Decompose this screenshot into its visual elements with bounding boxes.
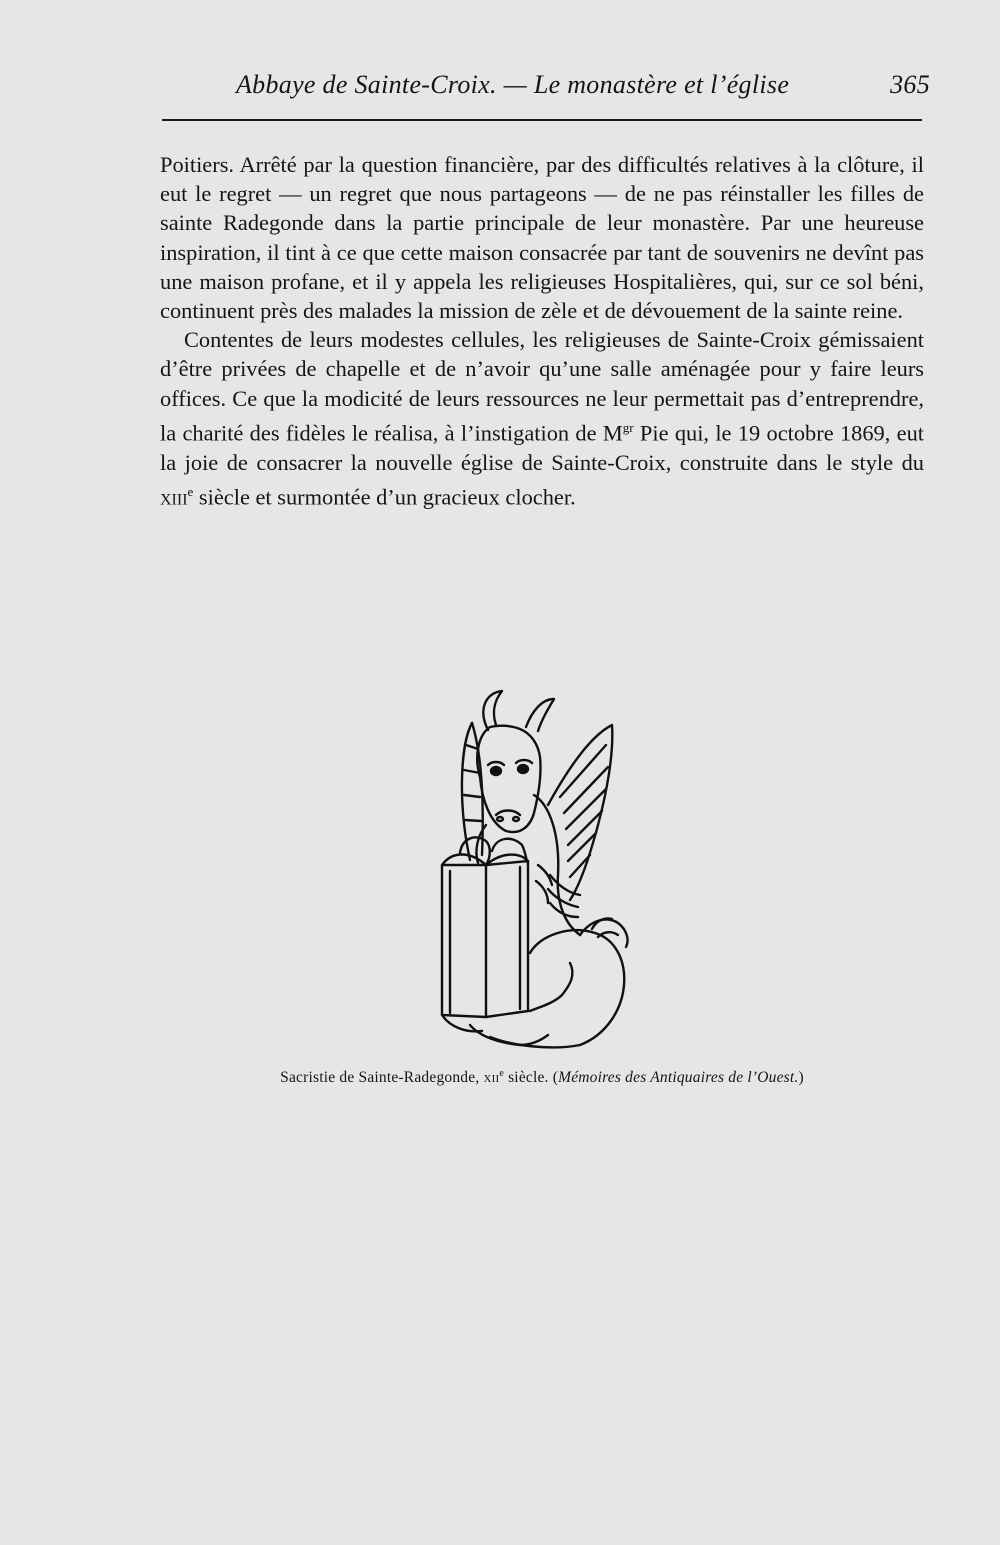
caption-text-2: siècle. ( <box>504 1069 559 1087</box>
paragraph-2 <box>160 325 924 511</box>
century-numeral: xiii <box>160 484 188 510</box>
paragraph-1: Poitiers. Arrêté par la question financière, par des difficultés relatives à la clôture, il eut le regret — un regret que nous partageons — de ne pas réinstaller les filles de sainte Radegonde dans la partie principale de leur monastère. Par une heureuse inspiration, il tint à ce que cette maison consacrée par tant de souvenirs ne devînt pas une maison profane, et il y appela les religieuses Hospitalières, qui, sur ce sol béni, continuent près des malades la mission de zèle et de dévouement de la sainte reine. <box>160 152 924 324</box>
century-superscript: e <box>187 483 194 499</box>
monseigneur-superscript: gr <box>622 419 634 435</box>
page-number: 365 <box>890 70 930 99</box>
figure-caption <box>160 1068 924 1087</box>
body-text <box>160 150 924 511</box>
running-title: Abbaye de Sainte-Croix. — Le monastère et l’église <box>236 70 790 99</box>
winged-ox-illustration <box>430 685 640 1060</box>
paragraph-2-part-c: siècle et surmontée d’un gracieux clocher. <box>193 484 576 510</box>
caption-century-superscript: e <box>499 1068 504 1079</box>
caption-source: Mémoires des Antiquaires de l’Ouest. <box>558 1069 799 1087</box>
caption-text: Sacristie de Sainte-Radegonde, <box>280 1069 484 1087</box>
caption-century-numeral: xii <box>483 1069 500 1087</box>
caption-text-3: ) <box>798 1069 804 1087</box>
paragraph-2-part-b: Pie qui, le 19 octobre 1869, eut la joie de consacrer la nouvelle église de Sainte-Croix, construite dans le style du <box>160 420 924 475</box>
paragraph-2-part-a: Contentes de leurs modestes cellules, les religieuses de Sainte-Croix gémissaient d’être privées de chapelle et de n’avoir qu’une salle aménagée pour y faire leurs offices. Ce que la modicité de leurs ressources ne leur permettait pas d’entreprendre, la charité des fidèles le réalisa, à l’instigation de M <box>160 327 924 446</box>
running-header <box>236 70 930 100</box>
header-rule <box>162 119 922 121</box>
